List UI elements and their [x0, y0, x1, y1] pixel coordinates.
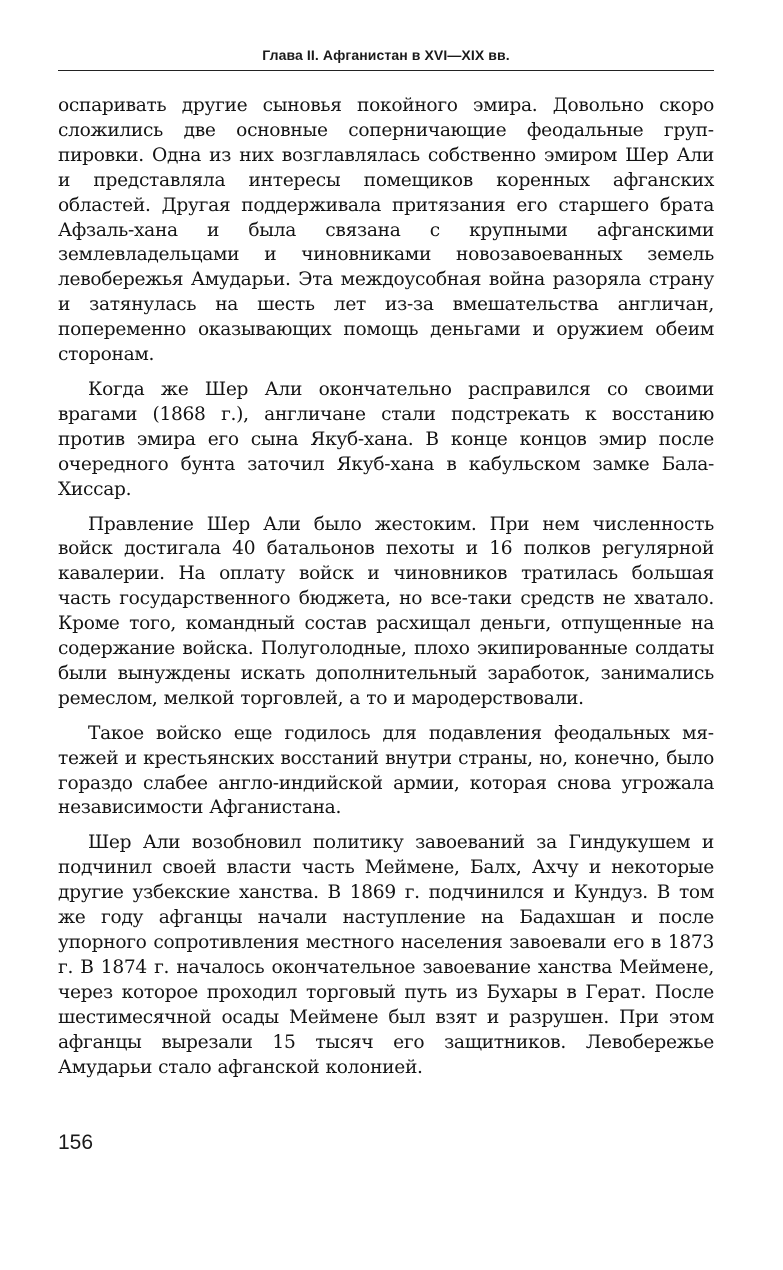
paragraph-5: Шер Али возобновил политику завоеваний за Гиндукушем и подчинил своей власти часть Меймене, Балх, Ахчу и некоторые другие узбекские ханства. В 1869 г. подчинился и Кундуз. В том же году афганцы начали наступление на Бадахшан и после упорного сопротивления местного населения завоевали его в 1873 г. В 1874 г. началось окончательное завоевание ханства Меймене, через которое проходил торговый путь из Бухары в Герат. После шестимесячной осады Меймене был взят и разрушен. При этом афганцы вырезали 15 тысяч его защитников. Левобережье Амударьи стало афганской колонией. [58, 832, 714, 1078]
running-header-title: Глава II. Афганистан в XVI—XIX вв. [262, 47, 510, 63]
paragraph-3: Правление Шер Али было жестоким. При нем численность войск достигала 40 батальонов пехоты и 16 полков регулярной кавалерии. На оплату войск и чиновников тратилась большая часть государственного бюджета, но все-таки средств не хватало. Кроме того, командный состав расхищал деньги, отпущенные на содержание войска. Полуголодные, плохо экипированные солдаты были вынуждены искать дополнительный заработок, занимались ремеслом, мелкой торговлей, а то и мародерствовали. [58, 513, 714, 709]
paragraph-2: Когда же Шер Али окончательно расправился со своими врагами (1868 г.), англичане стали подстрекать к восстанию против эмира его сына Якуб-хана. В конце концов эмир после очередного бунта заточил Якуб-хана в кабульском замке Бала-Хиссар. [58, 378, 714, 500]
paragraph-4: Такое войско еще годилось для подавления феодальных мятежей и крестьянских восстаний внутри страны, но, конечно, было гораздо слабее англо-индийской армии, которая снова угрожала независимости Афганистана. [58, 722, 714, 819]
paragraph-1: оспаривать другие сыновья покойного эмира. Довольно скоро сложились две основные соперничающие феодальные группировки. Одна из них возглавлялась собственно эмиром Шер Али и представляла интересы помещиков коренных афганских областей. Другая поддерживала притязания его старшего брата Афзаль-хана и была связана с крупными афганскими землевладельцами и чиновниками новозавоеванных земель левобережья Амударьи. Эта междоусобная война разоряла страну и затянулась на шесть лет из-за вмешательства англичан, попеременно оказывающих помощь деньгами и оружием обеим сторонам. [58, 95, 714, 366]
header-rule [58, 70, 714, 71]
page-body [58, 94, 714, 1090]
page-number: 156 [58, 1131, 94, 1154]
